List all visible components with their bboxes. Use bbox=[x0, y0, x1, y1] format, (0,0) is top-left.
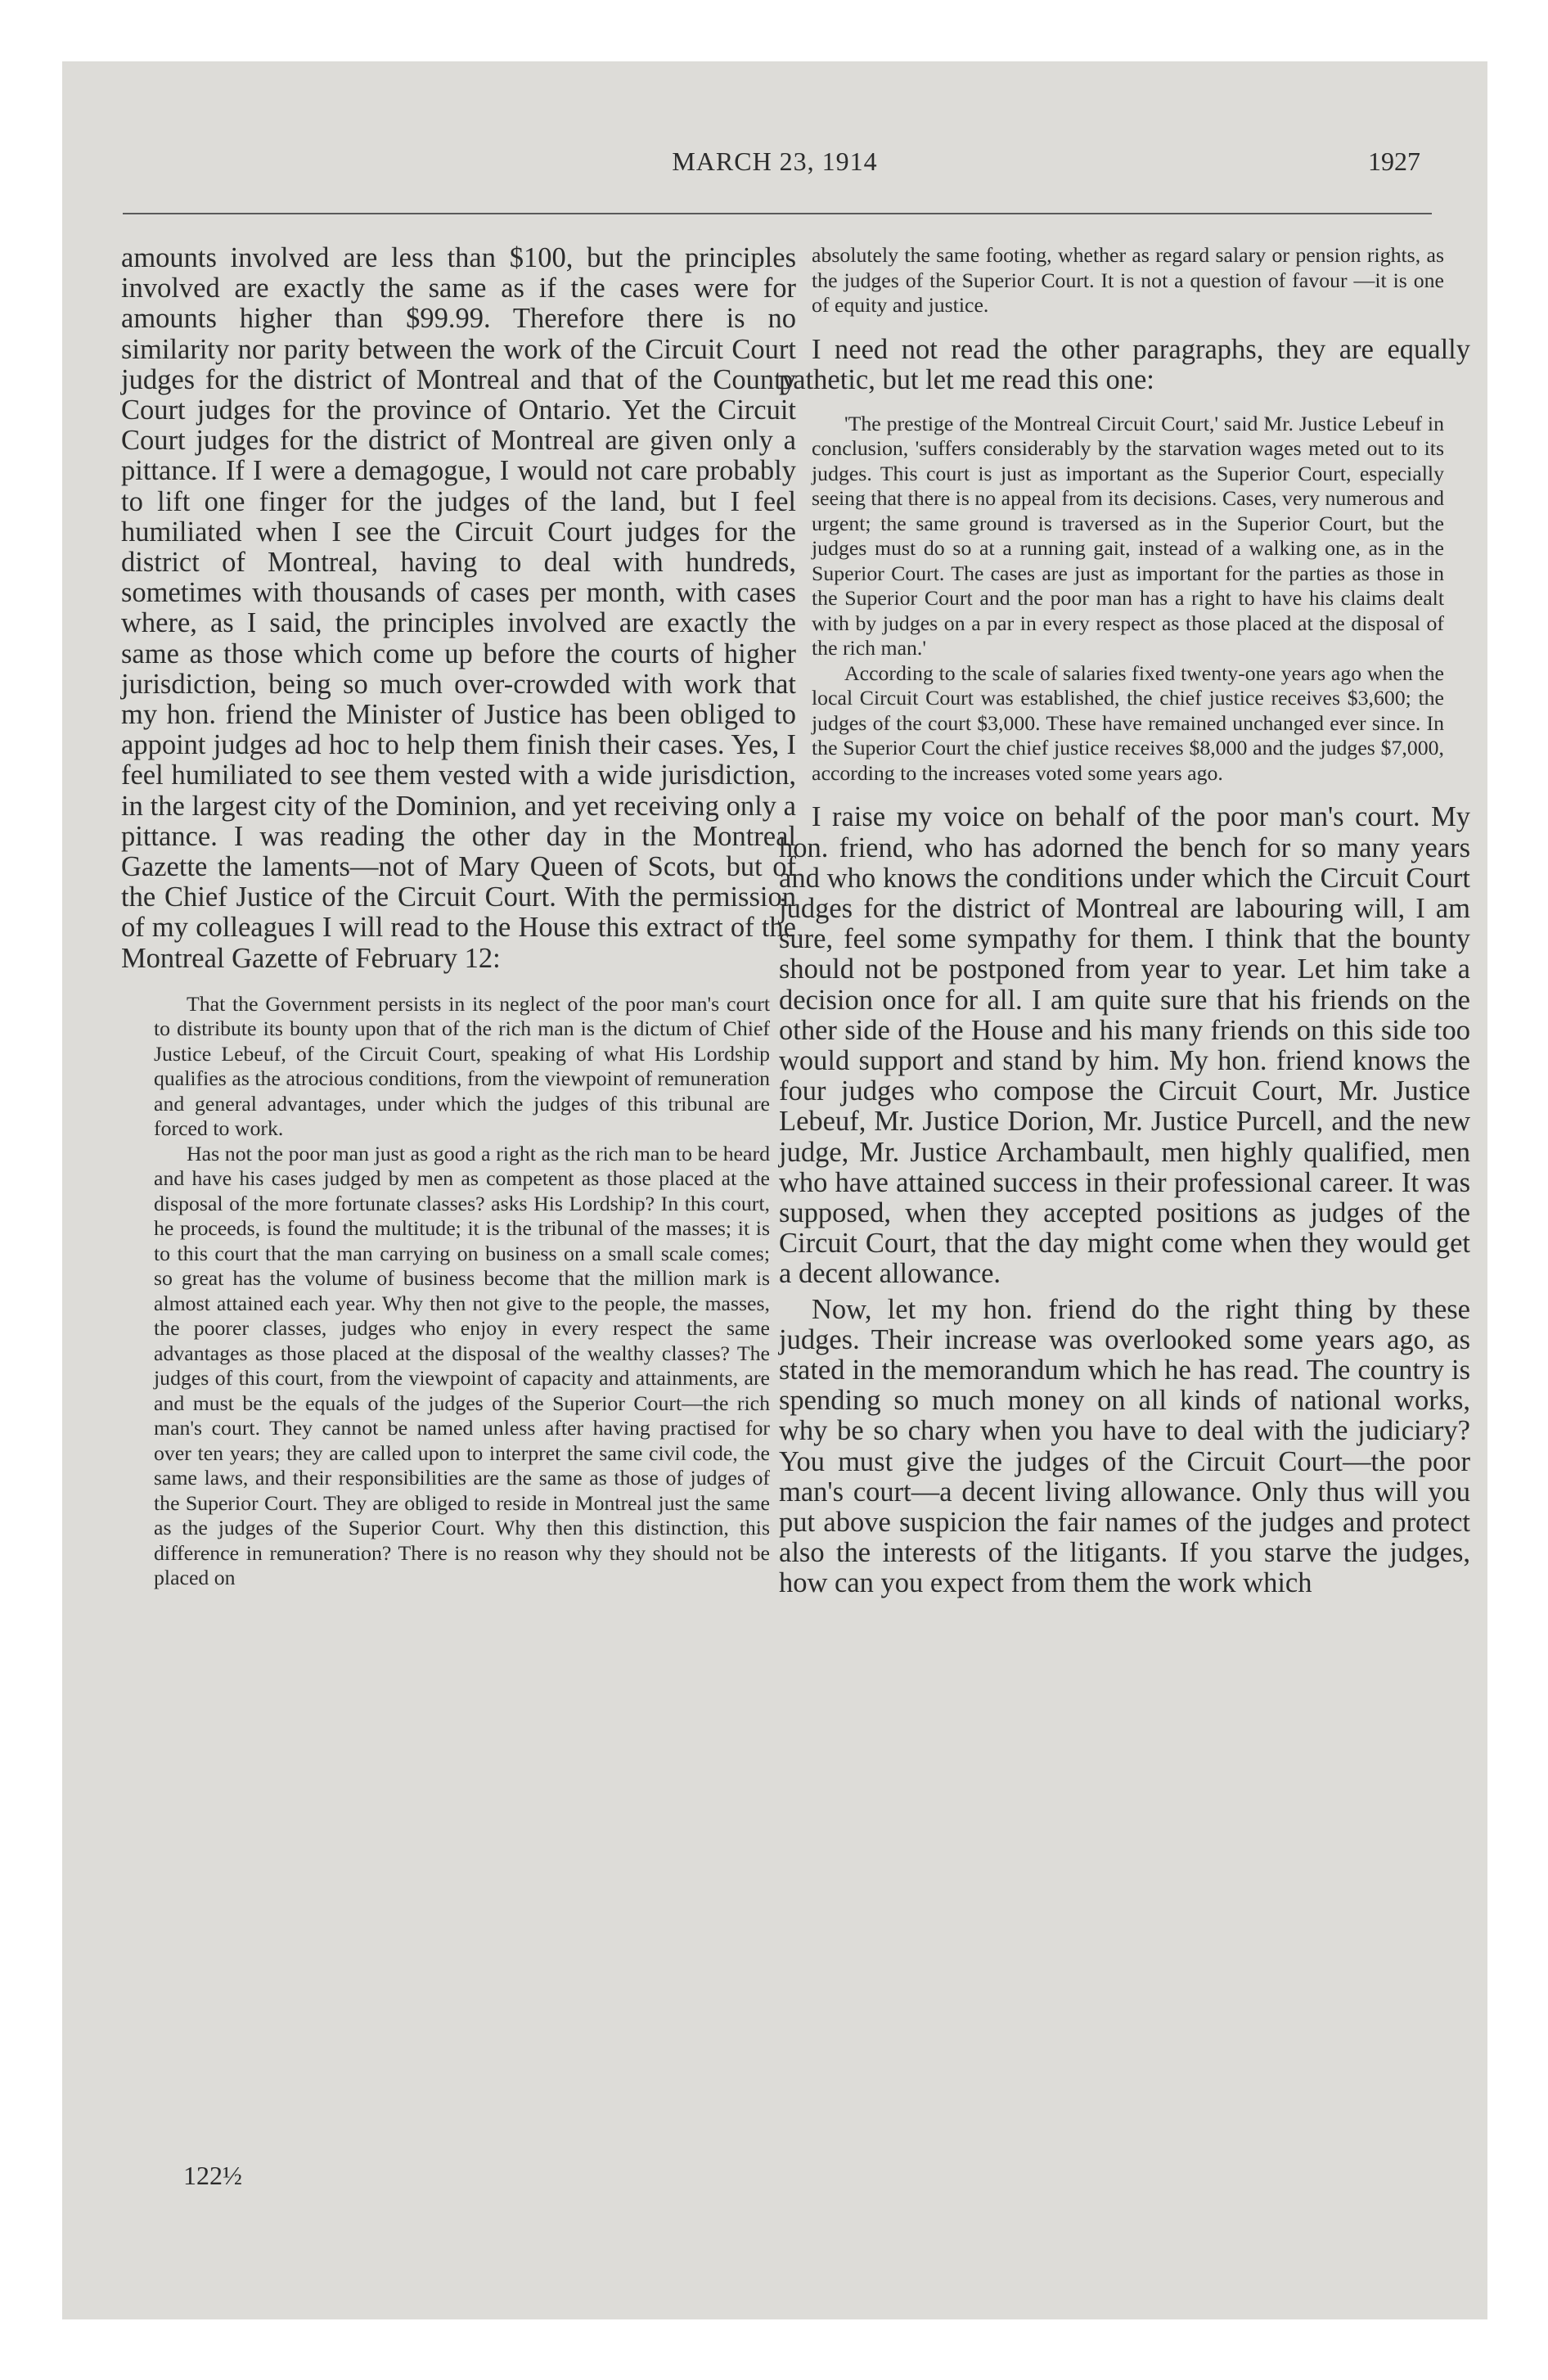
body-paragraph-4: Now, let my hon. friend do the right thing by these judges. Their increase was overlooked some years ago, as stated in the memorandum which he has read. The country is spending so much money on all kinds of national works, why be so chary when you have to deal with the judiciary? You must give the judges of the Circuit Court—the poor man's court—a decent living allowance. Only thus will you put above suspicion the fair names of the judges and protect also the interests of the litigants. If you starve the judges, how can you expect from them the work which bbox=[779, 1293, 1470, 1599]
left-column bbox=[121, 243, 796, 1591]
gazette-extract-continued bbox=[779, 243, 1470, 318]
body-paragraph-2: I need not read the other paragraphs, they are equally pathetic, but let me read this one: bbox=[779, 333, 1470, 395]
gazette-extract bbox=[121, 992, 796, 1591]
quote-paragraph-3: 'The prestige of the Montreal Circuit Court,' said Mr. Justice Lebeuf in conclusion, 'suffers considerably by the starvation wages meted out to its judges. This court is just as important as the Superior Court, especially seeing that there is no appeal from its decisions. Cases, very numerous and urgent; the same ground is traversed as in the Superior Court, but the judges must do so at a running gait, instead of a walking one, as in the Superior Court. The cases are just as important for the parties as those in the Superior Court and the poor man has a right to have his claims dealt with by judges on a par in every respect as those placed at the disposal of the rich man.' bbox=[812, 411, 1444, 660]
page-number: 1927 bbox=[1368, 146, 1420, 176]
running-head-date: MARCH 23, 1914 bbox=[672, 146, 878, 176]
body-paragraph-3: I raise my voice on behalf of the poor man's court. My hon. friend, who has adorned the bench for so many years and who knows the conditions under which the Circuit Court judges for the district of Montreal are labouring will, I am sure, feel some sympathy for them. I think that the bounty should not be postponed from year to year. Let him take a decision once for all. I am quite sure that his friends on the other side of the House and his many friends on this side too would support and stand by him. My hon. friend knows the four judges who compose the Circuit Court, Mr. Justice Lebeuf, Mr. Justice Dorion, Mr. Justice Purcell, and the new judge, Mr. Justice Archambault, men highly qualified, men who have attained success in their professional career. It was supposed, when they accepted positions as judges of the Circuit Court, that the day might come when they would get a decent allowance. bbox=[779, 801, 1470, 1290]
quote-continuation: absolutely the same footing, whether as regard salary or pension rights, as the judges of the Superior Court. It is not a question of favour —it is one of equity and justice. bbox=[812, 243, 1444, 317]
quote-paragraph-4: According to the scale of salaries fixed twenty-one years ago when the local Circuit Court was established, the chief justice receives $3,600; the judges of the court $3,000. These have remained unchanged ever since. In the Superior Court the chief justice receives $8,000 and the judges $7,000, according to the increases voted some years ago. bbox=[812, 660, 1444, 785]
lebeuf-extract bbox=[779, 412, 1470, 787]
right-column bbox=[779, 243, 1470, 1599]
scanned-page bbox=[62, 61, 1487, 2319]
page-header bbox=[62, 146, 1487, 187]
body-paragraph-1: amounts involved are less than $100, but the principles involved are exactly the same as if the cases were for amounts higher than $99.99. Therefore there is no similarity nor parity between the work of the Circuit Court judges for the district of Montreal and that of the County Court judges for the province of Ontario. Yet the Circuit Court judges for the district of Montreal are given only a pittance. If I were a demagogue, I would not care probably to lift one finger for the judges of the land, but I feel humiliated when I see the Circuit Court judges for the district of Montreal, having to deal with hundreds, sometimes with thousands of cases per month, with cases where, as I said, the principles involved are exactly the same as those which come up before the courts of higher jurisdiction, being so much over-crowded with work that my hon. friend the Minister of Justice has been obliged to appoint judges ad hoc to help them finish their cases. Yes, I feel humiliated to see them vested with a wide jurisdiction, in the largest city of the Dominion, and yet receiving only a pittance. I was reading the other day in the Montreal Gazette the laments—not of Mary Queen of Scots, but of the Chief Justice of the Circuit Court. With the permission of my colleagues I will read to the House this extract of the Montreal Gazette of February 12: bbox=[121, 242, 796, 974]
quote-paragraph-2: Has not the poor man just as good a right as the rich man to be heard and have his cases judged by men as competent as those placed at the disposal of the more fortunate classes? asks His Lordship? In this court, he proceeds, is found the multitude; it is the tribunal of the masses; it is to this court that the man carrying on business on a small scale comes; so great has the volume of business become that the million mark is almost attained each year. Why then not give to the people, the masses, the poorer classes, judges who enjoy in every respect the same advantages as those placed at the disposal of the wealthy classes? The judges of this court, from the viewpoint of capacity and attainments, are and must be the equals of the judges of the Superior Court—the rich man's court. They cannot be named unless after having practised for over ten years; they are called upon to interpret the same civil code, the same laws, and their responsibilities are the same as those of judges of the Superior Court. They are obliged to reside in Montreal just the same as the judges of the Superior Court. Why then this distinction, this difference in remuneration? There is no reason why they should not be placed on bbox=[154, 1141, 770, 1590]
header-rule bbox=[123, 213, 1432, 214]
quote-paragraph-1: That the Government persists in its neglect of the poor man's court to distribute its bounty upon that of the rich man is the dictum of Chief Justice Lebeuf, of the Circuit Court, speaking of what His Lordship qualifies as the atrocious conditions, from the viewpoint of remuneration and general advantages, under which the judges of this tribunal are forced to work. bbox=[154, 991, 770, 1141]
signature-mark: 122½ bbox=[183, 2161, 242, 2190]
